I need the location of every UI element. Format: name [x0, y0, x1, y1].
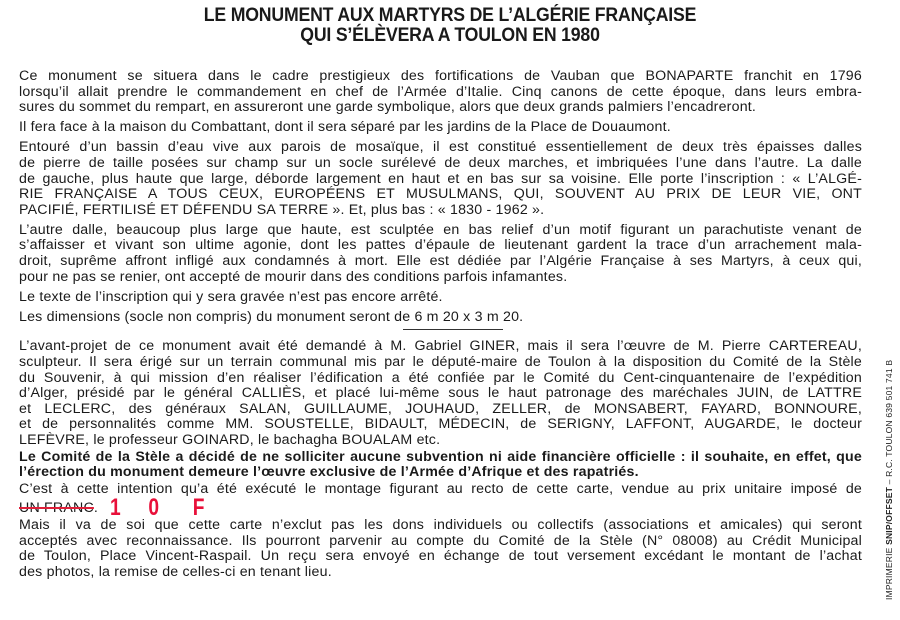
paragraph-dimensions	[19, 310, 862, 326]
new-price-unit: F	[192, 494, 216, 522]
text-line: RIE FRANÇAISE A TOUS CEUX, EUROPÉENS ET MUSULMANS, QUI, SOUVENT AU PRIX DE LEUR VIE, ONT	[19, 186, 862, 203]
paragraph-description	[19, 140, 862, 218]
paragraph-committee-statement	[19, 450, 862, 481]
paragraph-project	[19, 339, 862, 448]
price-period: .	[93, 500, 99, 517]
title-line-2: QUI S’ÉLÈVERA A TOULON EN 1980	[300, 25, 600, 46]
text-line: l’érection du monument demeure l’œuvre exclusive de l’Armée d’Afrique et des rapatriés.	[19, 464, 639, 481]
text-line: Ce monument se situera dans le cadre prestigieux des fortifications de Vauban que BONAPARTE franchit en 1796	[19, 68, 862, 84]
printer-imprint	[884, 360, 894, 600]
text-line: droit, suprême affront infligé aux condamnés à mort. Elle est dédiée par l’Algérie Française à ses Martyrs, à ceux qui,	[19, 253, 862, 270]
text-line: L’avant-projet de ce monument avait été demandé à M. Gabriel GINER, mais il sera l’œuvre de M. Pierre CARTEREAU,	[19, 338, 862, 355]
divider-line	[403, 329, 503, 330]
text-line: et de personnalités comme MM. SOUSTELLE, BIDAULT, MÉDECIN, de SERIGNY, LAFFONT, AUGARDE, le docteur	[19, 416, 862, 433]
paragraph-second-slab	[19, 223, 862, 285]
text-line: acceptés avec reconnaissance. Ils pourront parvenir au compte du Comité de la Stèle (N° 08008) au Crédit Municipal	[19, 532, 862, 549]
text-line: du Souvenir, à qui mission d’en réaliser l’édification a été confiée par le Comité du Cent-cinquantenaire de l’expédition	[19, 369, 862, 386]
text-line: LEFÈVRE, le professeur GOINARD, le bachagha BOUALAM etc.	[19, 431, 441, 448]
price-correction-line	[19, 494, 862, 522]
text-line: Mais il va de soi que cette carte n’exclut pas les dons individuels ou collectifs (associations et amicales) qui seront	[19, 516, 862, 533]
paragraph-price	[19, 480, 862, 522]
text-line: lorsqu’il allait prendre le commandement en chef de l’Armée d’Italie. Cinq canons de cette époque, dans leurs embra-	[19, 83, 862, 100]
page-title	[32, 6, 869, 46]
text-line: Entouré d’un bassin d’eau vive aux parois de mosaïque, il est constitué essentiellement de deux très épaisses dalles	[19, 139, 862, 156]
handwritten-price	[110, 494, 216, 522]
imprint-prefix: IMPRIMERIE	[884, 544, 894, 600]
paragraph-facing	[19, 120, 862, 136]
text-line: de gauche, plus haute que large, déborde largement en haut et en bas sur sa voisine. Elle porte l’inscription : « L’ALGÉ-	[19, 170, 862, 187]
text-line: sures du sommet du rempart, en assureront une garde symbolique, alors que deux grands palmiers l’encadreront.	[19, 99, 757, 116]
text-line: pour ne pas se renier, ont accepté de mourir dans des conditions parfois infamantes.	[19, 268, 568, 285]
text-line: de Toulon, Place Vincent-Raspail. Un reçu sera envoyé en échange de tout versement excédant le montant de l’achat	[19, 548, 862, 565]
text-line: et LECLERC, des généraux SALAN, GUILLAUME, JOUHAUD, ZELLER, de MONSABERT, FAYARD, BONNOURE,	[19, 400, 862, 417]
price-line: C’est à cette intention qu’a été exécuté le montage figurant au recto de cette carte, vendue au prix unitaire imposé de	[19, 480, 862, 497]
title-line-1: LE MONUMENT AUX MARTYRS DE L’ALGÉRIE FRANÇAISE	[203, 5, 697, 26]
text-line: Il fera face à la maison du Combattant, dont il sera séparé par les jardins de la Place de Douaumont.	[19, 119, 671, 136]
text-line: d’Alger, présidé par le général CALLIÈS, et placé lui-même sous le haut patronage des maréchales JUIN, de LATTRE	[19, 385, 862, 402]
paragraph-location	[19, 69, 862, 116]
text-line: L’autre dalle, beaucoup plus large que haute, est sculptée en bas relief d’un motif figurant un parachutiste venant de	[19, 221, 862, 238]
body-text	[19, 69, 862, 585]
text-line: de pierre de taille posées sur champ sur un socle surélevé de deux marches, et imbriquées l’une dans l’autre. La dalle	[19, 154, 862, 171]
text-line: Les dimensions (socle non compris) du monument seront de 6 m 20 x 3 m 20.	[19, 308, 524, 325]
imprint-printer: SNIP/OFFSET	[884, 486, 894, 545]
paragraph-inscription-note	[19, 290, 862, 306]
text-line: Le Comité de la Stèle a décidé de ne solliciter aucune subvention ni aide financière officielle : il souhaite, en effet, que	[19, 448, 862, 465]
text-line: PACIFIÉ, FERTILISÉ ET DÉFENDU SA TERRE ». Et, plus bas : « 1830 - 1962 ».	[19, 201, 545, 218]
text-line: des photos, la remise de celles-ci en tenant lieu.	[19, 563, 332, 580]
text-line: s’affaisser et vivant son ultime agonie, dont les pattes d’épaule de lieutenant gardent la trace d’un arrachement mala-	[19, 237, 862, 254]
imprint-rc: – R.C. TOULON 639 501 741 B	[884, 359, 894, 487]
paragraph-donations	[19, 518, 862, 580]
struck-price: UN FRANC	[19, 500, 94, 517]
new-price-number: 1 0	[110, 494, 171, 522]
text-line: sculpteur. Il sera érigé sur un terrain communal mis par le député-maire de Toulon à la disposition du Comité de la Stèle	[19, 354, 862, 370]
text-line: Le texte de l’inscription qui y sera gravée n’est pas encore arrêté.	[19, 288, 443, 305]
